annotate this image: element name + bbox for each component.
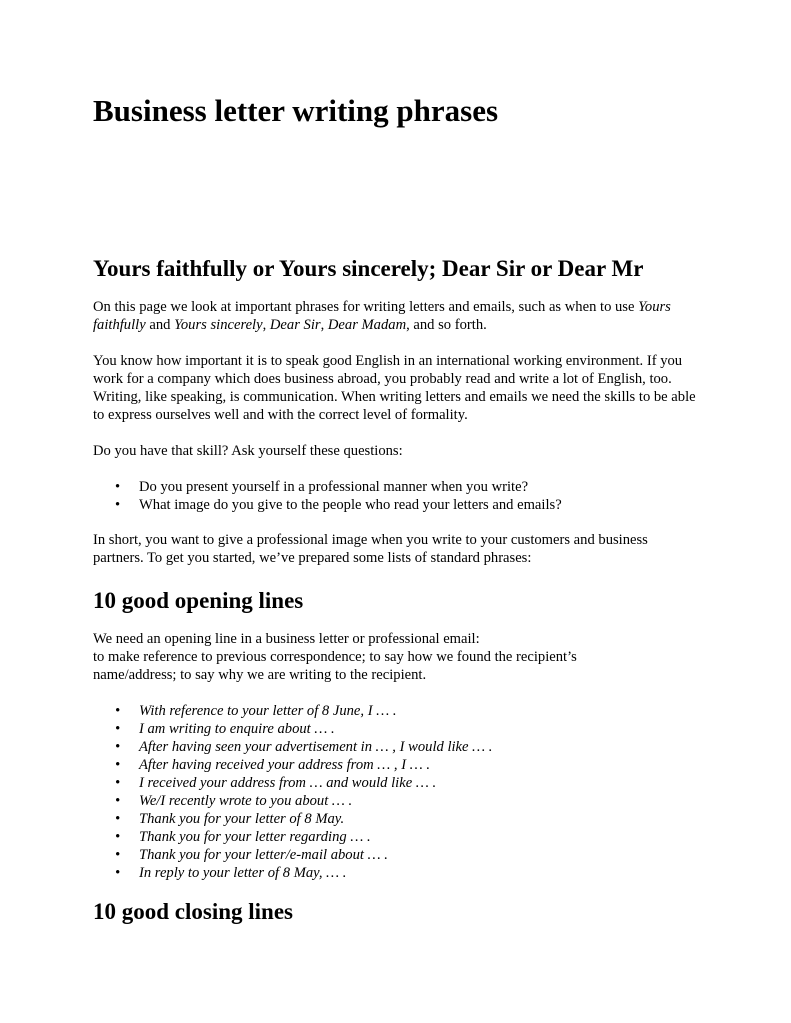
question-list (93, 478, 562, 514)
intro-paragraph (93, 298, 683, 334)
importance-paragraph: You know how important it is to speak good English in an international working environment. If you work for a company which does business abroad, you probably read and write a lot of English, too. Writing, like speaking, is communication. When writing letters and emails we need the skills to be able to express ourselves well and with the correct level of formality. (93, 353, 696, 423)
section-heading-closing-lines: 10 good closing lines (93, 899, 294, 924)
question-prompt: Do you have that skill? Ask yourself these questions: (93, 443, 403, 459)
list-item: • I received your address from … and would like … . (93, 774, 492, 792)
page-title: Business letter writing phrases (93, 93, 499, 128)
intro-text: , (262, 317, 270, 333)
intro-italic-yours-sincerely: Yours sincerely (174, 317, 263, 333)
intro-italic-dear-sir: Dear Sir (269, 317, 321, 333)
list-item: • Do you present yourself in a professional manner when you write? (93, 478, 562, 496)
intro-italic-dear-madam: Dear Madam (327, 317, 407, 333)
intro-italic-yours-faithfully: Yours faithfully (93, 299, 671, 333)
list-item: • After having received your address from … , I … . (93, 756, 492, 774)
list-item: • After having seen your advertisement in … , I would like … . (93, 738, 492, 756)
list-item: • In reply to your letter of 8 May, … . (93, 864, 492, 882)
section-heading-salutations: Yours faithfully or Yours sincerely; Dear Sir or Dear Mr (93, 256, 644, 281)
opening-intro-paragraph (93, 630, 623, 684)
intro-text: On this page we look at important phrases for writing letters and emails, such as when to use (93, 299, 639, 315)
intro-text: , and so forth. (406, 317, 487, 333)
list-item: • Thank you for your letter regarding … . (93, 828, 492, 846)
intro-text: and (145, 317, 175, 333)
summary-paragraph: In short, you want to give a professional image when you write to your customers and business partners. To get you started, we’ve prepared some lists of standard phrases: (93, 532, 648, 566)
list-item: • What image do you give to the people who read your letters and emails? (93, 496, 562, 514)
list-item: • Thank you for your letter of 8 May. (93, 810, 492, 828)
list-item: • We/I recently wrote to you about … . (93, 792, 492, 810)
intro-text: , (320, 317, 328, 333)
opening-lines-list (93, 702, 492, 882)
opening-intro-line: to make reference to previous correspondence; to say how we found the recipient’s name/address; to say why we are writing to the recipient. (93, 649, 577, 683)
list-item: • Thank you for your letter/e-mail about … . (93, 846, 492, 864)
section-heading-opening-lines: 10 good opening lines (93, 588, 304, 613)
list-item: • I am writing to enquire about … . (93, 720, 492, 738)
opening-intro-line: We need an opening line in a business letter or professional email: (93, 631, 480, 647)
list-item: • With reference to your letter of 8 June, I … . (93, 702, 492, 720)
